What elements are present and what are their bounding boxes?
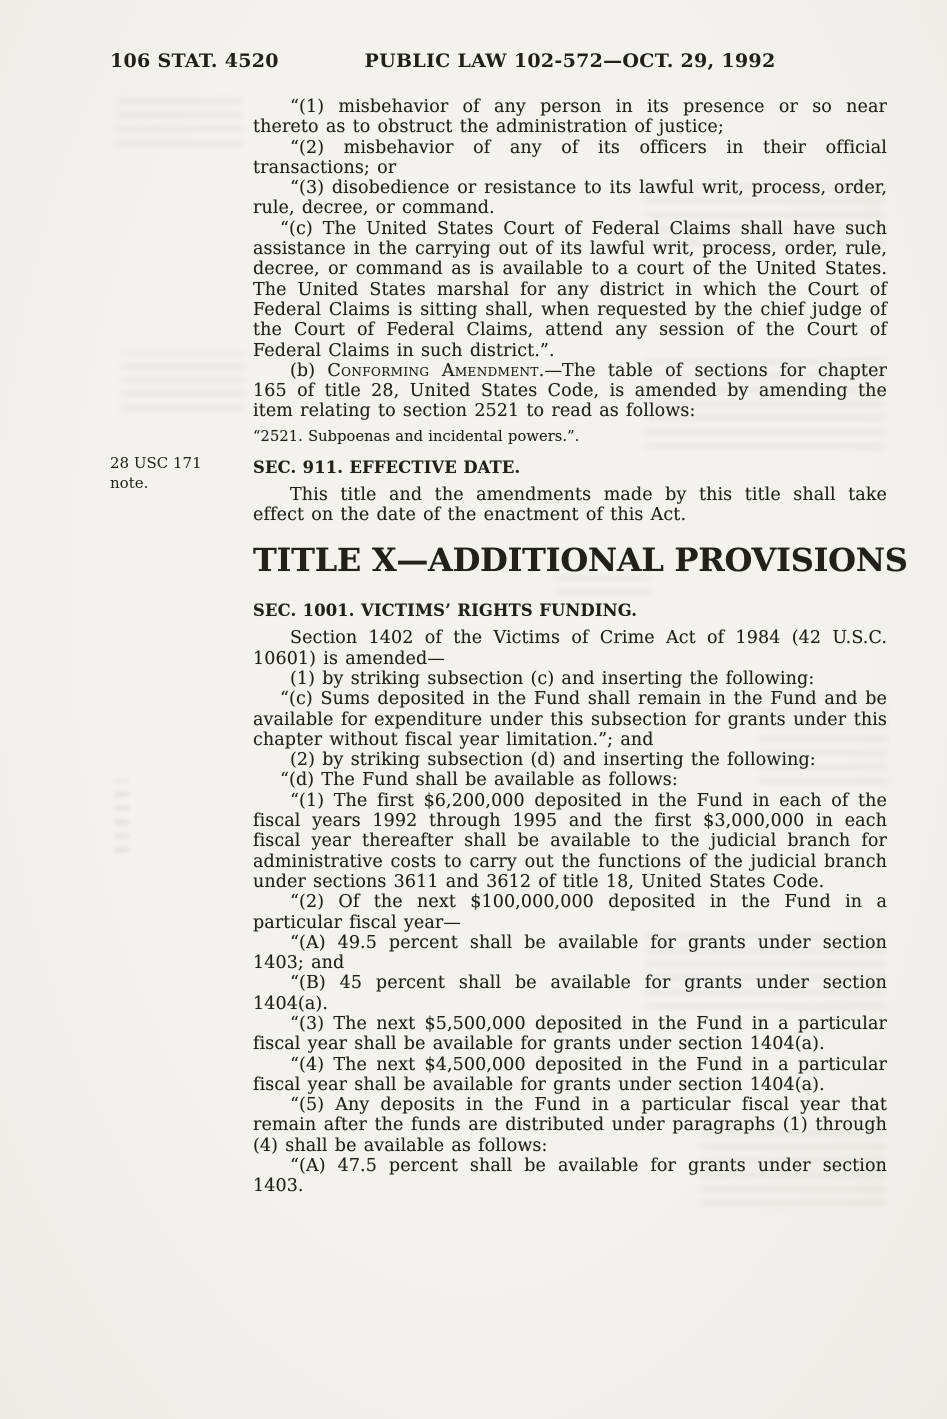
sec-1001-heading: SEC. 1001. VICTIMS’ RIGHTS FUNDING. bbox=[253, 601, 638, 621]
fund-paragraph-3: “(3) The next $5,500,000 deposited in the Fund in a particular fiscal year shall be available for grants under section 1404(a). bbox=[253, 1013, 887, 1055]
bleedthrough-artifact bbox=[118, 93, 243, 145]
stat-page-citation: 106 STAT. 4520 bbox=[110, 50, 279, 72]
conforming-amendment-paragraph bbox=[253, 361, 887, 422]
contempt-paragraph-2: “(2) misbehavior of any of its officers in their official transactions; or bbox=[253, 137, 887, 178]
page-header bbox=[0, 50, 947, 76]
sec-911-text: This title and the amendments made by this title shall take effect on the date of the enactment of this Act. bbox=[253, 484, 887, 526]
usc-margin-note-line2: note. bbox=[110, 473, 149, 492]
conforming-amendment-text: .—The table of sections for chapter 165 of title 28, United States Code, is amended by amending the item relating to section 2521 to read as follows: bbox=[253, 360, 887, 422]
conforming-amendment-label: Conforming Amendment bbox=[327, 360, 539, 381]
fund-subparagraph-2A: “(A) 49.5 percent shall be available for grants under section 1403; and bbox=[253, 932, 887, 974]
amendment-item-1: (1) by striking subsection (c) and inserting the following: bbox=[290, 668, 815, 689]
usc-margin-note-line1: 28 USC 171 bbox=[110, 454, 202, 472]
quoted-subsection-c-sums: “(c) Sums deposited in the Fund shall remain in the Fund and be available for expenditure under this subsection for grants under this chapter without fiscal year limitation.”; and bbox=[253, 689, 887, 750]
fund-paragraph-2: “(2) Of the next $100,000,000 deposited in the Fund in a particular fiscal year— bbox=[253, 892, 887, 933]
table-of-sections-item: “2521. Subpoenas and incidental powers.”. bbox=[253, 427, 580, 445]
fund-paragraph-1: “(1) The first $6,200,000 deposited in the Fund in each of the fiscal years 1992 through 1995 and the first $3,000,000 in each fiscal year thereafter shall be available to the judicial branch for administrative costs to carry out the functions of the judicial branch under sections 3611 and 3612 of title 18, United States Code. bbox=[253, 790, 887, 892]
fund-subparagraph-2B: “(B) 45 percent shall be available for grants under section 1404(a). bbox=[253, 973, 887, 1014]
sec-1001-intro: Section 1402 of the Victims of Crime Act of 1984 (42 U.S.C. 10601) is amended— bbox=[253, 628, 887, 669]
amendment-item-2: (2) by striking subsection (d) and inserting the following: bbox=[290, 750, 816, 771]
bleedthrough-artifact bbox=[120, 352, 245, 410]
usc-margin-note bbox=[110, 454, 245, 493]
quoted-subsection-d-intro: “(d) The Fund shall be available as follows: bbox=[280, 770, 678, 791]
fund-subparagraph-5A: “(A) 47.5 percent shall be available for grants under section 1403. bbox=[253, 1156, 887, 1197]
conforming-amendment-prefix: (b) bbox=[290, 360, 328, 381]
public-law-citation: PUBLIC LAW 102-572—OCT. 29, 1992 bbox=[364, 50, 776, 72]
fund-paragraph-4: “(4) The next $4,500,000 deposited in the Fund in a particular fiscal year shall be available for grants under section 1404(a). bbox=[253, 1054, 887, 1095]
fund-paragraph-5: “(5) Any deposits in the Fund in a particular fiscal year that remain after the funds are distributed under paragraphs (1) through (4) shall be available as follows: bbox=[253, 1095, 887, 1156]
bleedthrough-artifact bbox=[115, 780, 129, 852]
contempt-paragraph-3: “(3) disobedience or resistance to its lawful writ, process, order, rule, decree, or command. bbox=[253, 178, 887, 219]
subsection-c-assistance: “(c) The United States Court of Federal Claims shall have such assistance in the carrying out of its lawful writ, process, order, rule, decree, or command as is available to a court of the United States. The United States marshal for any district in which the Court of Federal Claims is sitting shall, when requested by the chief judge of the Court of Federal Claims, attend any session of the Court of Federal Claims in such district.”. bbox=[253, 218, 887, 361]
contempt-paragraph-1: “(1) misbehavior of any person in its presence or so near thereto as to obstruct the administration of justice; bbox=[253, 97, 887, 138]
title-x-heading: TITLE X—ADDITIONAL PROVISIONS bbox=[253, 541, 908, 580]
statute-text-column bbox=[253, 97, 908, 1197]
sec-911-heading: SEC. 911. EFFECTIVE DATE. bbox=[253, 457, 521, 477]
